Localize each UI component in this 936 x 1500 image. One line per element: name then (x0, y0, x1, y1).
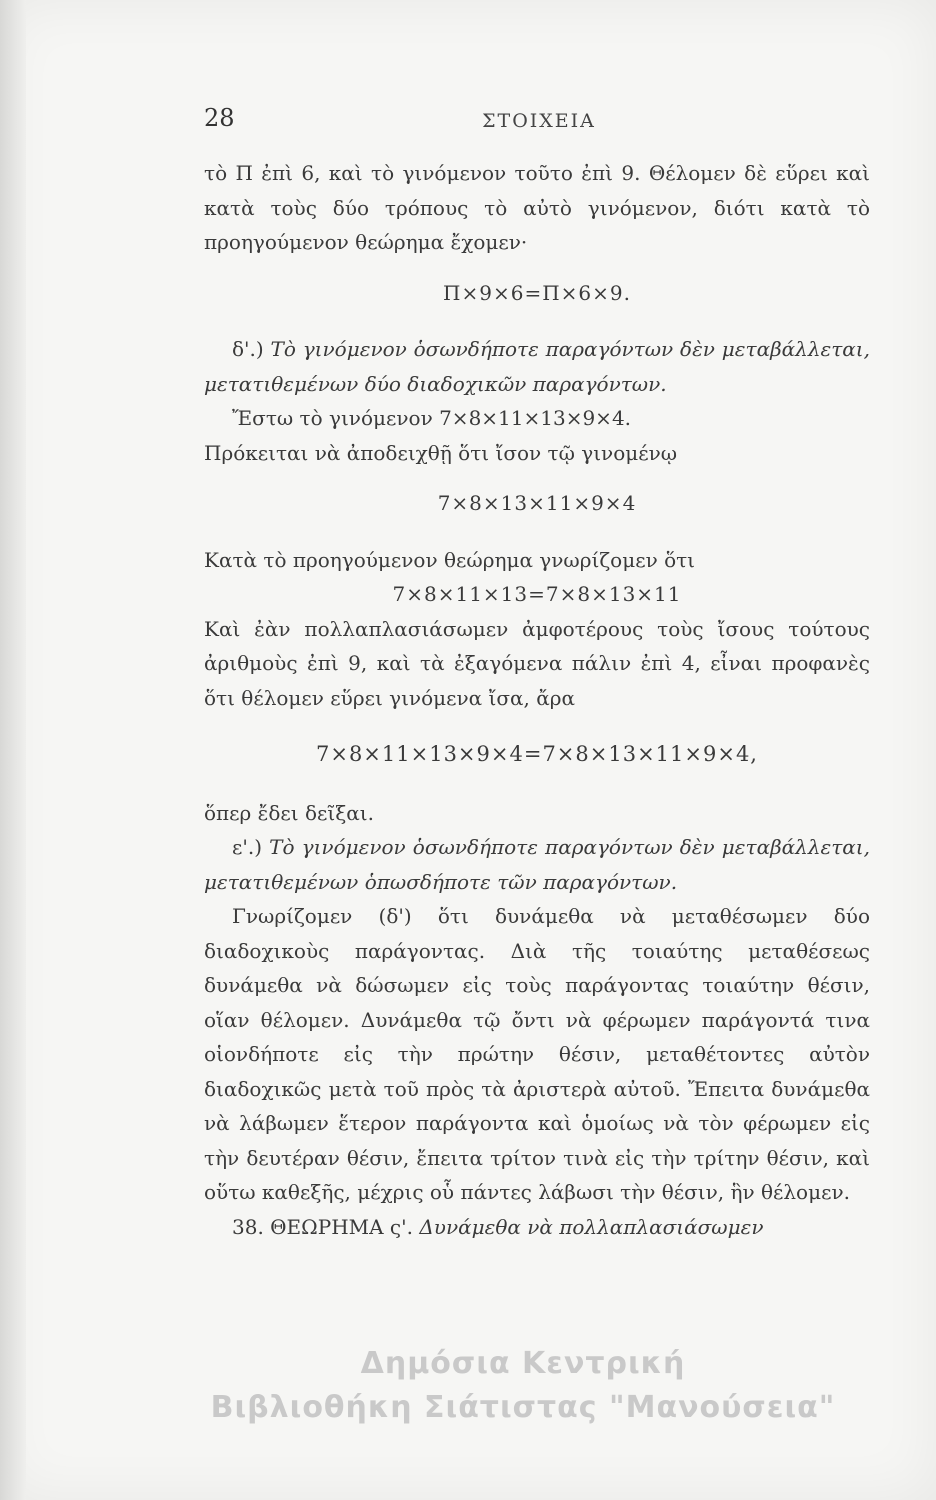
paragraph-continuation: τὸ Π ἐπὶ 6, καὶ τὸ γινόμενον τοῦτο ἐπὶ 9. Θέλομεν δὲ εὕρει καὶ κατὰ τοὺς δύο τρόπους τὸ αὐτὸ γινόμενον, διότι κατὰ τὸ προηγούμενον θεώρημα ἔχομεν· (204, 161, 870, 254)
theorem-e-label: ε'.) (232, 835, 263, 859)
body-text (204, 156, 870, 1244)
page-header (204, 104, 874, 144)
paragraph-multiply: Καὶ ἐὰν πολλαπλασιάσωμεν ἀμφοτέρους τοὺς ἴσους τούτους ἀριθμοὺς ἐπὶ 9, καὶ τὰ ἐξαγόμενα πάλιν ἐπὶ 4, εἶναι προφανὲς ὅτι θέλομεν εὕρει γινόμενα ἴσα, ἄρα (204, 616, 870, 710)
watermark-line-2: Βιβλιοθήκη Σιάτιστας "Μανούσεια" (210, 1390, 836, 1425)
theorem-e-statement: Τὸ γινόμενον ὁσωνδήποτε παραγόντων δὲν μεταβάλλεται, μετατιθεμένων ὁπωσδήποτε τῶν παραγόντων. (204, 835, 871, 894)
paragraph-qed: ὅπερ ἔδει δεῖξαι. (204, 800, 374, 825)
paragraph-example: Ἔστω τὸ γινόμενον 7×8×11×13×9×4. (232, 406, 632, 430)
theorem-d (204, 332, 870, 401)
equation-swap: 7×8×11×13=7×8×13×11 (392, 582, 682, 606)
watermark-line-1: Δημόσια Κεντρική (360, 1346, 686, 1381)
theorem-d-statement: Τὸ γινόμενον ὁσωνδήποτε παραγόντων δὲν μεταβάλλεται, μετατιθεμένων δύο διαδοχικῶν παραγόντων. (204, 337, 871, 396)
equation-result: 7×8×11×13×9×4=7×8×13×11×9×4, (315, 742, 758, 766)
page-binding-edge (0, 0, 26, 1500)
running-head: ΣΤΟΙΧΕΙΑ (482, 110, 596, 132)
equation-product: 7×8×13×11×9×4 (437, 491, 637, 515)
paragraph-previous-theorem: Κατὰ τὸ προηγούμενον θεώρημα γνωρίζομεν ὅτι (204, 547, 696, 572)
theorem-e (204, 830, 870, 899)
equation-commutative: Π×9×6=Π×6×9. (443, 280, 631, 305)
theorem-38-statement: Δυνάμεθα νὰ πολλαπλασιάσωμεν (419, 1214, 764, 1239)
theorem-38-label: 38. ΘΕΩΡΗΜΑ ς'. (232, 1214, 413, 1239)
library-watermark (150, 1342, 896, 1430)
theorem-d-label: δ'.) (232, 337, 264, 361)
paragraph-claim: Πρόκειται νὰ ἀποδειχθῇ ὅτι ἴσον τῷ γινομένῳ (204, 440, 678, 465)
page-number: 28 (204, 104, 235, 132)
paragraph-proof: Γνωρίζομεν (δ') ὅτι δυνάμεθα νὰ μεταθέσωμεν δύο διαδοχικοὺς παράγοντας. Διὰ τῆς τοιαύτης μεταθέσεως δυνάμεθα νὰ δώσωμεν εἰς τοὺς παράγοντας τοιαύτην θέσιν, οἵαν θέλομεν. Δυνάμεθα τῷ ὄντι νὰ φέρωμεν παράγοντά τινα οἱονδήποτε εἰς τὴν πρώτην θέσιν, μεταθέτοντες αὐτὸν διαδοχικῶς μετὰ τοῦ πρὸς τὰ ἀριστερὰ αὐτοῦ. Ἔπειτα δυνάμεθα νὰ λάβωμεν ἕτερον παράγοντα καὶ ὁμοίως νὰ τὸν φέρωμεν εἰς τὴν δευτέραν θέσιν, ἔπειτα τρίτον τινὰ εἰς τὴν τρίτην θέσιν, καὶ οὕτω καθεξῆς, μέχρις οὗ πάντες λάβωσι τὴν θέσιν, ἣν θέλομεν. (204, 904, 870, 1204)
theorem-38 (204, 1210, 870, 1245)
